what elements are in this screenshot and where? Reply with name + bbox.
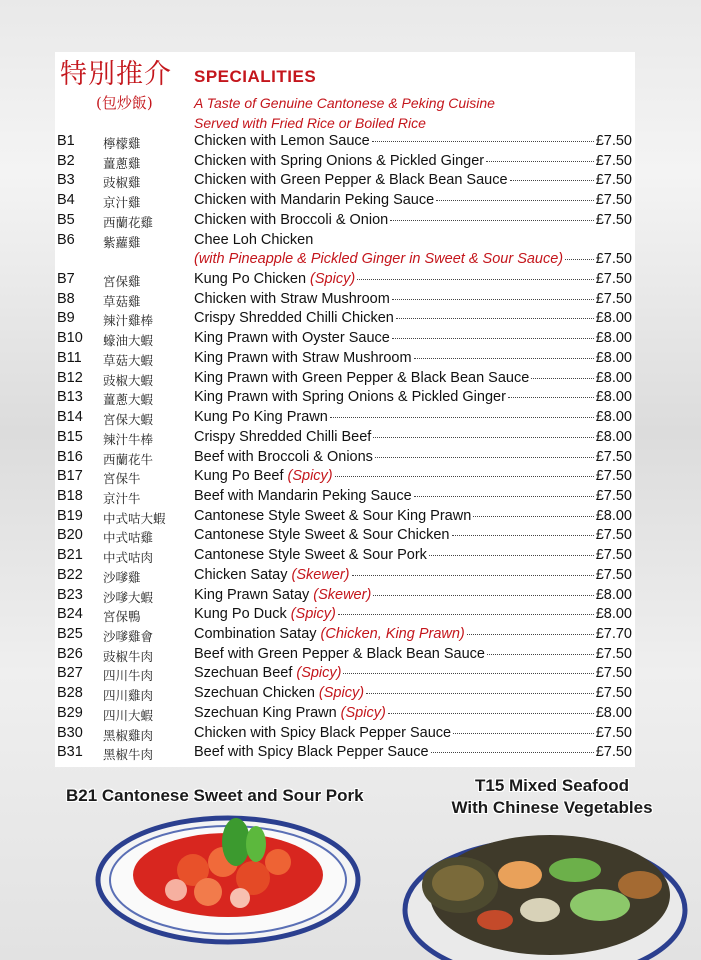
item-name: Szechuan King Prawn [194, 704, 337, 721]
item-chinese-name: 西蘭花牛 [103, 451, 154, 467]
item-price: £7.50 [595, 547, 632, 564]
menu-item-row [57, 508, 633, 528]
item-code: B21 [57, 547, 83, 564]
item-note: (Skewer) [313, 586, 372, 603]
item-chinese-name: 豉椒雞 [103, 175, 141, 191]
tagline-cuisine: A Taste of Genuine Cantonese & Peking Cuisine [194, 95, 495, 111]
item-price: £7.50 [595, 566, 632, 583]
item-name: Chicken with Spicy Black Pepper Sauce [194, 724, 452, 741]
item-code: B15 [57, 428, 83, 445]
item-chinese-name: 沙嗲雞 [103, 569, 141, 585]
item-chinese-name: 四川牛肉 [103, 668, 154, 684]
item-code: B13 [57, 389, 83, 406]
item-code: B30 [57, 724, 83, 741]
item-code: B28 [57, 685, 83, 702]
item-note: (Spicy) [296, 665, 342, 682]
item-code: B14 [57, 409, 83, 426]
item-name: Szechuan Chicken [194, 685, 315, 702]
dot-leader [352, 574, 594, 576]
item-name: Beef with Mandarin Peking Sauce [194, 487, 412, 504]
item-code: B16 [57, 448, 83, 465]
menu-item-row [57, 429, 633, 449]
chinese-title: 特別推介 [60, 59, 172, 90]
menu-item-row [57, 725, 633, 745]
item-note: (Spicy) [290, 606, 336, 623]
item-price: £7.50 [595, 152, 632, 169]
item-note: (Spicy) [287, 468, 333, 485]
item-note: (Spicy) [310, 271, 356, 288]
item-code: B23 [57, 586, 83, 603]
item-price: £8.00 [595, 606, 632, 623]
item-chinese-name: 中式咕大蝦 [103, 510, 166, 526]
item-name: Chicken with Mandarin Peking Sauce [194, 192, 435, 209]
item-name: Szechuan Beef [194, 665, 293, 682]
item-chinese-name: 宮保牛 [103, 471, 141, 487]
menu-item-row [57, 468, 633, 488]
item-name: Beef with Broccoli & Onions [194, 448, 373, 465]
item-code: B11 [57, 349, 82, 366]
menu-item-row [57, 330, 633, 350]
item-code: B25 [57, 626, 83, 642]
photo-caption-seafood-1: T15 Mixed Seafood [475, 776, 629, 795]
item-name: Beef with Green Pepper & Black Bean Sauce [194, 645, 485, 662]
item-chinese-name: 京汁雞 [103, 195, 141, 211]
menu-item-row [57, 705, 633, 725]
item-price: £7.50 [595, 685, 632, 702]
item-price: £7.50 [595, 211, 632, 228]
item-price: £8.00 [595, 507, 632, 524]
menu-item-row [57, 547, 633, 567]
item-chinese-name: 黑椒雞肉 [103, 727, 154, 743]
dot-leader [396, 317, 594, 319]
dot-leader [531, 377, 593, 379]
item-code: B18 [57, 487, 83, 504]
item-name: Chicken with Green Pepper & Black Bean Sauce [194, 172, 508, 189]
item-chinese-name: 四川雞肉 [103, 688, 154, 704]
item-name: Beef with Spicy Black Pepper Sauce [194, 744, 429, 761]
dot-leader [414, 357, 594, 359]
item-note: (Spicy) [340, 704, 386, 721]
item-price: £8.00 [595, 409, 632, 426]
dot-leader [467, 633, 594, 635]
item-chinese-name: 京汁牛 [103, 490, 141, 506]
photo-caption-seafood-2: With Chinese Vegetables [451, 798, 653, 817]
item-price: £7.50 [595, 724, 632, 741]
dot-leader [508, 396, 594, 398]
item-price: £7.50 [595, 251, 632, 268]
item-chinese-name: 沙嗲大蝦 [103, 589, 154, 605]
item-price: £8.00 [595, 330, 632, 347]
item-name: Chicken Satay [194, 566, 288, 583]
item-chinese-name: 草菇雞 [103, 293, 141, 309]
dot-leader [436, 199, 594, 201]
item-chinese-name: 薑蔥雞 [103, 155, 141, 171]
dot-leader [414, 495, 594, 497]
section-title: SPECIALITIES [194, 67, 317, 86]
item-name: Kung Po Chicken [194, 271, 307, 288]
item-name: Kung Po Beef [194, 468, 284, 485]
item-code: B9 [57, 310, 75, 327]
item-code: B10 [57, 330, 83, 347]
item-chinese-name: 西蘭花雞 [103, 214, 154, 230]
dot-leader [335, 475, 594, 477]
item-name: Crispy Shredded Chilli Beef [194, 428, 372, 445]
item-name: Cantonese Style Sweet & Sour Chicken [194, 527, 450, 544]
menu-item-row [57, 665, 633, 685]
item-chinese-name: 紫蘿雞 [103, 234, 141, 250]
item-price: £8.00 [595, 310, 632, 327]
item-chinese-name: 草菇大蝦 [103, 352, 154, 368]
item-name: Cantonese Style Sweet & Sour Pork [194, 547, 427, 564]
item-price: £7.70 [595, 626, 632, 642]
menu-item-row [57, 744, 633, 764]
item-price: £8.00 [595, 389, 632, 406]
menu-item-row [57, 606, 633, 626]
item-name: Chicken with Lemon Sauce [194, 133, 370, 149]
dot-leader [357, 278, 594, 280]
item-price: £8.00 [595, 369, 632, 386]
item-price: £7.50 [595, 192, 632, 209]
dot-leader [429, 554, 594, 556]
menu-item-row [57, 527, 633, 547]
item-price: £7.50 [595, 172, 632, 189]
menu-item-row [57, 646, 633, 666]
item-price: £7.50 [595, 665, 632, 682]
menu-item-row [57, 370, 633, 390]
item-price: £7.50 [595, 527, 632, 544]
item-price: £8.00 [595, 586, 632, 603]
item-name: Chicken with Broccoli & Onion [194, 211, 389, 228]
item-price: £8.00 [595, 428, 632, 445]
item-name: King Prawn with Green Pepper & Black Bean Sauce [194, 369, 530, 386]
item-code: B5 [57, 211, 75, 228]
item-name: Cantonese Style Sweet & Sour King Prawn [194, 507, 472, 524]
menu-item-row [57, 488, 633, 508]
menu-item-row [57, 567, 633, 587]
menu-item-row [57, 449, 633, 469]
item-price: £7.50 [595, 290, 632, 307]
item-name: King Prawn Satay [194, 586, 310, 603]
menu-item-row [57, 232, 633, 252]
chinese-subtitle: (包炒飯) [96, 94, 153, 112]
item-chinese-name: 豉椒大蝦 [103, 372, 154, 388]
item-name: Crispy Shredded Chilli Chicken [194, 310, 394, 327]
dot-leader [392, 298, 594, 300]
item-note: (Skewer) [291, 566, 350, 583]
item-name: King Prawn with Straw Mushroom [194, 349, 412, 366]
item-chinese-name: 辣汁牛棒 [103, 431, 154, 447]
item-price: £7.50 [595, 744, 632, 761]
item-name: King Prawn with Oyster Sauce [194, 330, 390, 347]
dot-leader [392, 337, 594, 339]
item-chinese-name: 宮保雞 [103, 274, 141, 290]
menu-item-row [57, 133, 633, 153]
item-code: B2 [57, 152, 75, 169]
item-chinese-name: 豉椒牛肉 [103, 648, 154, 664]
dot-leader [373, 436, 593, 438]
item-price: £7.50 [595, 271, 632, 288]
item-name: King Prawn with Spring Onions & Pickled Ginger [194, 389, 506, 406]
menu-item-row [57, 153, 633, 173]
dot-leader [338, 613, 594, 615]
item-name: Kung Po Duck [194, 606, 287, 623]
item-price: £7.50 [595, 487, 632, 504]
menu-item-row [57, 291, 633, 311]
item-code: B19 [57, 507, 83, 524]
dot-leader [565, 258, 594, 260]
item-name: Combination Satay [194, 626, 317, 642]
item-code: B29 [57, 704, 83, 721]
item-note: (Spicy) [318, 685, 365, 702]
item-chinese-name: 四川大蝦 [103, 707, 154, 723]
menu-item-row [57, 310, 633, 330]
menu-item-row [57, 212, 633, 232]
item-price: £7.50 [595, 468, 632, 485]
item-chinese-name: 宮保鴨 [103, 609, 141, 625]
menu-item-row [57, 685, 633, 705]
item-chinese-name: 檸檬雞 [103, 136, 141, 151]
dot-leader [487, 653, 594, 655]
item-code: B24 [57, 606, 83, 623]
item-code: B31 [57, 744, 83, 761]
item-name: Kung Po King Prawn [194, 409, 328, 426]
item-code: B4 [57, 192, 75, 209]
dot-leader [388, 712, 594, 714]
item-name: Chicken with Spring Onions & Pickled Ginger [194, 152, 485, 169]
dot-leader [372, 140, 594, 142]
tagline-rice: Served with Fried Rice or Boiled Rice [194, 115, 426, 131]
dot-leader [453, 732, 594, 734]
item-code: B17 [57, 468, 83, 485]
menu-item-row [57, 192, 633, 212]
menu-item-row [57, 389, 633, 409]
item-code: B1 [57, 133, 75, 149]
menu-item-row [57, 251, 633, 271]
item-code: B27 [57, 665, 83, 682]
dot-leader [486, 160, 594, 162]
item-note: (with Pineapple & Pickled Ginger in Sweet & Sour Sauce) [194, 251, 564, 268]
dot-leader [375, 456, 594, 458]
sweet-sour-pork-photo [88, 800, 368, 950]
item-code: B6 [57, 231, 75, 248]
item-code: B26 [57, 645, 83, 662]
menu-item-row [57, 587, 633, 607]
dot-leader [366, 692, 594, 694]
item-code: B8 [57, 290, 75, 307]
mixed-seafood-photo [400, 815, 690, 960]
menu-item-row [57, 626, 633, 646]
item-note: (Chicken, King Prawn) [320, 626, 465, 642]
item-code: B7 [57, 271, 75, 288]
menu-item-row [57, 172, 633, 192]
dot-leader [390, 219, 593, 221]
item-chinese-name: 辣汁雞棒 [103, 313, 154, 329]
item-code: B3 [57, 172, 75, 189]
item-code: B12 [57, 369, 83, 386]
dot-leader [373, 594, 593, 596]
menu-item-row [57, 271, 633, 291]
item-code: B20 [57, 527, 83, 544]
item-price: £7.50 [595, 645, 632, 662]
item-chinese-name: 沙嗲雞會 [103, 629, 154, 644]
item-price: £8.00 [595, 349, 632, 366]
item-chinese-name: 中式咕雞 [103, 530, 154, 546]
menu-item-row [57, 409, 633, 429]
dot-leader [510, 179, 594, 181]
photo-caption-pork: B21 Cantonese Sweet and Sour Pork [66, 786, 364, 805]
item-chinese-name: 中式咕肉 [103, 550, 154, 566]
item-price: £8.00 [595, 704, 632, 721]
dot-leader [431, 751, 594, 753]
menu-item-row [57, 350, 633, 370]
dot-leader [330, 416, 594, 418]
item-chinese-name: 宮保大蝦 [103, 412, 154, 428]
item-code: B22 [57, 566, 83, 583]
item-price: £7.50 [595, 133, 632, 149]
item-name: Chee Loh Chicken [194, 231, 314, 248]
item-name: Chicken with Straw Mushroom [194, 290, 390, 307]
item-chinese-name: 黑椒牛肉 [103, 747, 154, 763]
dot-leader [452, 534, 594, 536]
dot-leader [343, 672, 593, 674]
item-chinese-name: 蠔油大蝦 [103, 333, 154, 349]
item-price: £7.50 [595, 448, 632, 465]
dot-leader [473, 515, 593, 517]
item-chinese-name: 薑蔥大蝦 [103, 392, 154, 408]
